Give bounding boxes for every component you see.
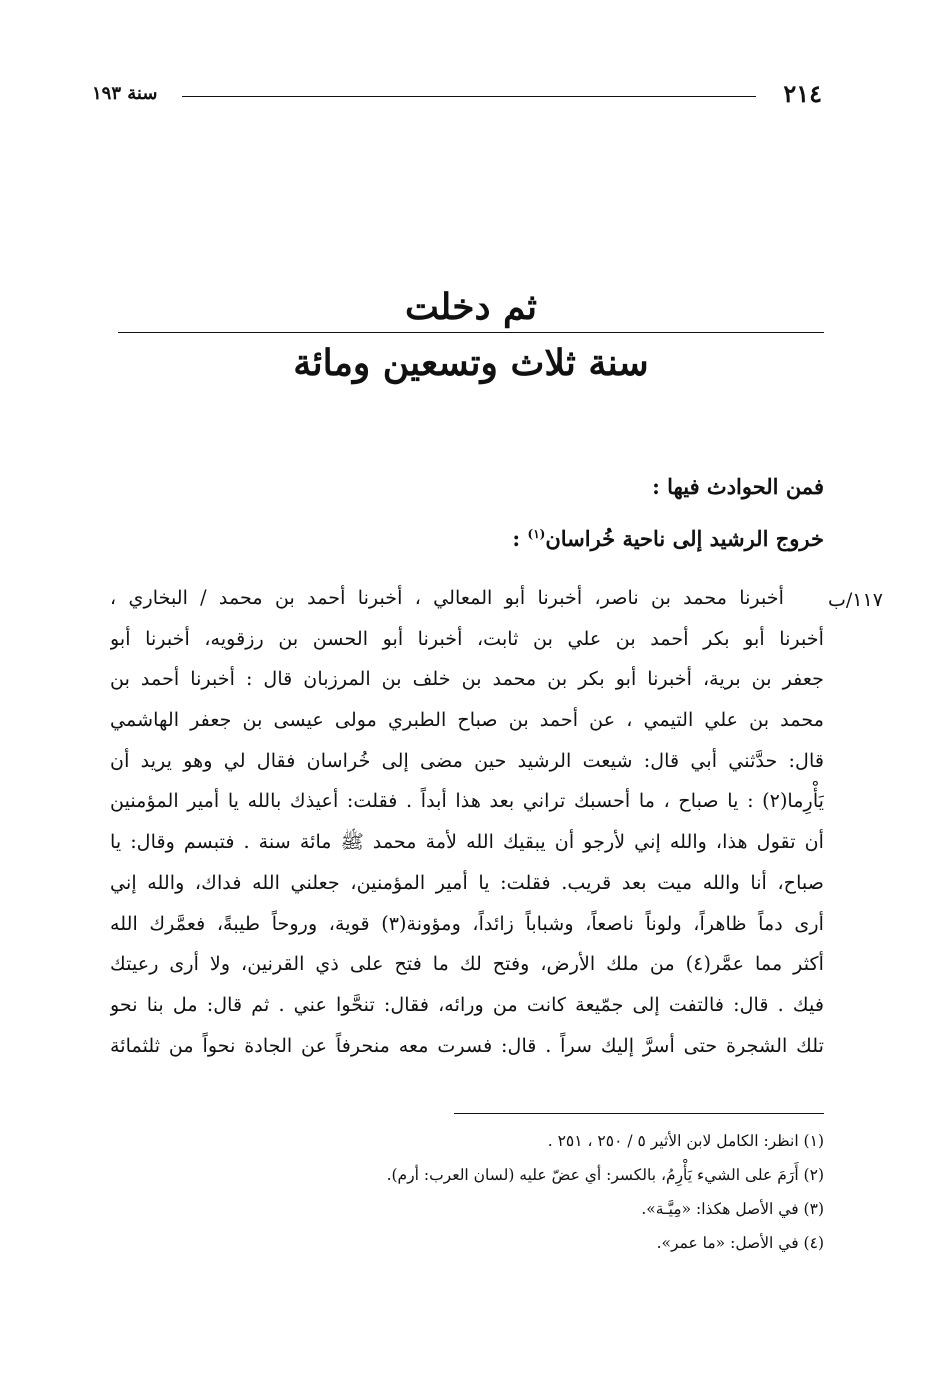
body-line: يَأْرِما(٢) : يا صباح ، ما أحسبك تراني بعد هذا أبداً . فقلت: أعيذك بالله يا أمير المؤمنين (110, 789, 824, 813)
footnotes (110, 1124, 824, 1260)
title-line-1: ثم دخلت (404, 286, 538, 328)
chapter-title (118, 282, 824, 391)
intro-line: فمن الحوادث فيها : (652, 474, 824, 499)
title-line-2: سنة ثلاث وتسعين ومائة (293, 342, 649, 384)
body-text (110, 578, 824, 1066)
footnote-ref: (١) (527, 527, 546, 541)
body-line: أن تقول هذا، والله إني لأرجو أن يبقيك الله لأمة محمد ﷺ مائة سنة . فتبسم وقال: يا (110, 830, 824, 854)
footnote-separator (454, 1113, 824, 1114)
manuscript-folio-note: ١١٧/ب (828, 589, 883, 611)
section-heading-text: خروج الرشيد إلى ناحية خُراسان (545, 526, 824, 551)
body-line: تلك الشجرة حتى أسرَّ إليك سراً . قال: فسرت معه منحرفاً عن الجادة نحواً من ثلثمائة (110, 1033, 824, 1057)
running-title: سنة ١٩٣ (92, 83, 158, 104)
page-number: ٢١٤ (783, 79, 822, 108)
title-rule (118, 332, 824, 333)
body-line: أرى دماً ظاهراً، ولوناً ناصعاً، وشباباً زائداً، ومؤونة(٣) قوية، وروحاً طيبةً، فعمَّرك الله (110, 911, 824, 935)
running-header (92, 78, 822, 110)
section-heading-suffix: : (512, 526, 528, 551)
footnote: (١) انظر: الكامل لابن الأثير ٥ / ٢٥٠ ، ٢٥١ . (547, 1132, 824, 1150)
body-line: محمد بن علي التيمي ، عن أحمد بن صباح الطبري مولى عيسى بن جعفر الهاشمي (110, 708, 824, 732)
body-line: فيك . قال: فالتفت إلى جمّيعة كانت من ورائه، فقال: تنحَّوا عني . ثم قال: مل بنا نحو (110, 992, 824, 1016)
header-rule (182, 96, 756, 97)
body-line: أخبرنا أبو بكر أحمد بن علي بن ثابت، أخبرنا أبو الحسن بن رزقويه، أخبرنا أبو (110, 626, 824, 650)
footnote: (٢) أَرَمَ على الشيء يَأْرِمُ، بالكسر: أي عضّ عليه (لسان العرب: أرم). (386, 1166, 824, 1184)
footnote: (٣) في الأصل هكذا: «مِيَّـة». (641, 1200, 824, 1218)
body-line: أكثر مما عمَّر(٤) من ملك الأرض، وفتح لك ما فتح على ذي القرنين، ولا أرى رعيتك (110, 952, 824, 976)
section-heading (512, 522, 824, 556)
body-line: صباح، أنا والله ميت بعد قريب. فقلت: يا أمير المؤمنين، جعلني الله فداك، والله إني (110, 870, 824, 894)
body-line: قال: حدَّثني أبي قال: شيعت الرشيد حين مضى إلى خُراسان فقال لي وهو يريد أن (110, 748, 824, 772)
body-line: أخبرنا محمد بن ناصر، أخبرنا أبو المعالي ، أخبرنا أحمد بن محمد / البخاري ، (110, 586, 784, 609)
footnote: (٤) في الأصل: «ما عمر». (656, 1234, 824, 1252)
body-line: جعفر بن برية، أخبرنا أبو بكر بن محمد بن خلف بن المرزبان قال : أخبرنا أحمد بن (110, 667, 824, 691)
